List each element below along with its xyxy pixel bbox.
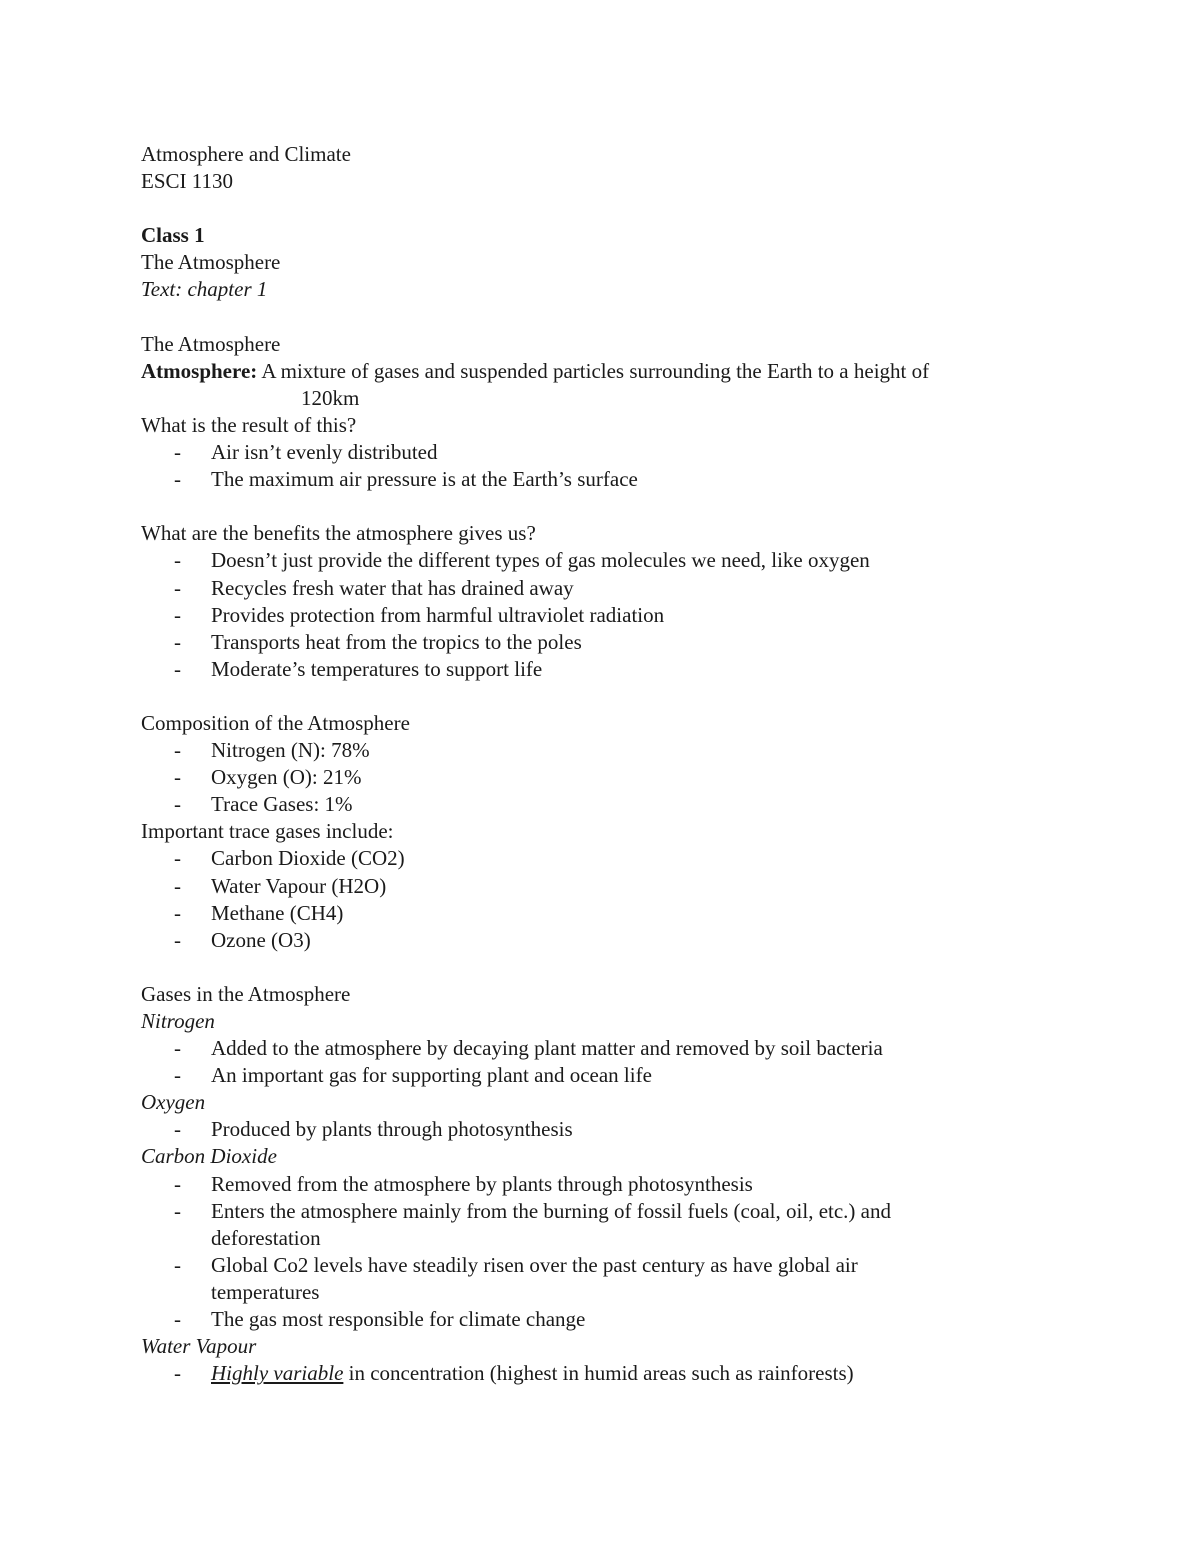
dash-marker: - [174, 548, 181, 573]
list-item-text: Doesn’t just provide the different types of gas molecules we need, like oxygen [211, 548, 870, 573]
dash-marker: - [174, 440, 181, 465]
list-item [141, 1198, 1041, 1225]
list-item [141, 1360, 1041, 1387]
class-topic: The Atmosphere [141, 250, 281, 275]
spacer [141, 493, 1041, 520]
dash-marker: - [174, 927, 181, 952]
dash-marker: - [174, 1361, 181, 1386]
list-item-text: Produced by plants through photosynthesis [211, 1117, 573, 1142]
dash-marker: - [174, 1117, 181, 1142]
list-item-text: Ozone (O3) [211, 927, 311, 952]
list-item-text: Global Co2 levels have steadily risen over the past century as have global air [211, 1252, 858, 1277]
spacer [141, 195, 1041, 222]
list-item [141, 873, 1041, 900]
list-item [141, 927, 1041, 954]
dash-marker: - [174, 792, 181, 817]
dash-marker: - [174, 873, 181, 898]
list-item-text: Recycles fresh water that has drained away [211, 575, 574, 600]
list-item-text: in concentration (highest in humid areas such as rainforests) [343, 1361, 854, 1386]
list-item-text: Oxygen (O): 21% [211, 765, 362, 790]
dash-marker: - [174, 1252, 181, 1277]
definition-line [141, 358, 1041, 385]
list-item-text: Nitrogen (N): 78% [211, 738, 370, 763]
list-item [141, 1171, 1041, 1198]
dash-marker: - [174, 1036, 181, 1061]
course-code: ESCI 1130 [141, 169, 233, 194]
dash-marker: - [174, 467, 181, 492]
definition-text: A mixture of gases and suspended particles surrounding the Earth to a height of [257, 358, 930, 383]
list-item [141, 737, 1041, 764]
dash-marker: - [174, 575, 181, 600]
list-item-text: Air isn’t evenly distributed [211, 440, 438, 465]
benefits-heading: What are the benefits the atmosphere gives us? [141, 521, 536, 546]
intro-heading: The Atmosphere [141, 331, 281, 356]
dash-marker: - [174, 1171, 181, 1196]
definition-term: Atmosphere: [141, 358, 258, 383]
list-item-text: Added to the atmosphere by decaying plant matter and removed by soil bacteria [211, 1036, 883, 1061]
class-reading: Text: chapter 1 [141, 277, 268, 302]
list-item [141, 1116, 1041, 1143]
carbon-dioxide-label: Carbon Dioxide [141, 1144, 277, 1169]
document-page [141, 141, 1041, 1387]
list-item-continuation: temperatures [211, 1279, 320, 1304]
dash-marker: - [174, 1198, 181, 1223]
dash-marker: - [174, 602, 181, 627]
list-item-text: The gas most responsible for climate change [211, 1307, 586, 1332]
list-item [141, 845, 1041, 872]
list-item [141, 466, 1041, 493]
dash-marker: - [174, 1063, 181, 1088]
dash-marker: - [174, 900, 181, 925]
dash-marker: - [174, 765, 181, 790]
water-vapour-label: Water Vapour [141, 1334, 257, 1359]
intro-question: What is the result of this? [141, 412, 357, 437]
list-item-text: Transports heat from the tropics to the poles [211, 629, 582, 654]
list-item-text: An important gas for supporting plant and ocean life [211, 1063, 652, 1088]
definition-continuation: 120km [301, 385, 360, 410]
list-item [141, 575, 1041, 602]
composition-heading: Composition of the Atmosphere [141, 710, 410, 735]
list-item-text: Moderate’s temperatures to support life [211, 656, 543, 681]
list-item-text: Provides protection from harmful ultraviolet radiation [211, 602, 665, 627]
class-label: Class 1 [141, 223, 205, 248]
dash-marker: - [174, 656, 181, 681]
dash-marker: - [174, 1307, 181, 1332]
list-item [141, 547, 1041, 574]
list-item-text: Removed from the atmosphere by plants through photosynthesis [211, 1171, 753, 1196]
list-item [141, 764, 1041, 791]
list-item [141, 602, 1041, 629]
list-item [141, 656, 1041, 683]
spacer [141, 304, 1041, 331]
dash-marker: - [174, 629, 181, 654]
list-item [141, 900, 1041, 927]
list-item [141, 1306, 1041, 1333]
dash-marker: - [174, 738, 181, 763]
list-item-text: Methane (CH4) [211, 900, 344, 925]
gases-heading: Gases in the Atmosphere [141, 981, 351, 1006]
list-item-text: Carbon Dioxide (CO2) [211, 846, 405, 871]
list-item-text: Water Vapour (H2O) [211, 873, 387, 898]
list-item [141, 1062, 1041, 1089]
oxygen-label: Oxygen [141, 1090, 206, 1115]
list-item [141, 629, 1041, 656]
list-item [141, 1035, 1041, 1062]
dash-marker: - [174, 846, 181, 871]
list-item [141, 791, 1041, 818]
list-item-text: The maximum air pressure is at the Earth’s surface [211, 467, 638, 492]
spacer [141, 683, 1041, 710]
spacer [141, 954, 1041, 981]
list-item-text: Enters the atmosphere mainly from the burning of fossil fuels (coal, oil, etc.) and [211, 1198, 891, 1223]
nitrogen-label: Nitrogen [141, 1009, 215, 1033]
course-title: Atmosphere and Climate [141, 142, 351, 166]
list-item-text: Trace Gases: 1% [211, 792, 353, 817]
list-item [141, 439, 1041, 466]
list-item-continuation: deforestation [211, 1225, 321, 1250]
trace-heading: Important trace gases include: [141, 819, 394, 844]
emphasis-text: Highly variable [211, 1361, 344, 1386]
list-item [141, 1252, 1041, 1279]
